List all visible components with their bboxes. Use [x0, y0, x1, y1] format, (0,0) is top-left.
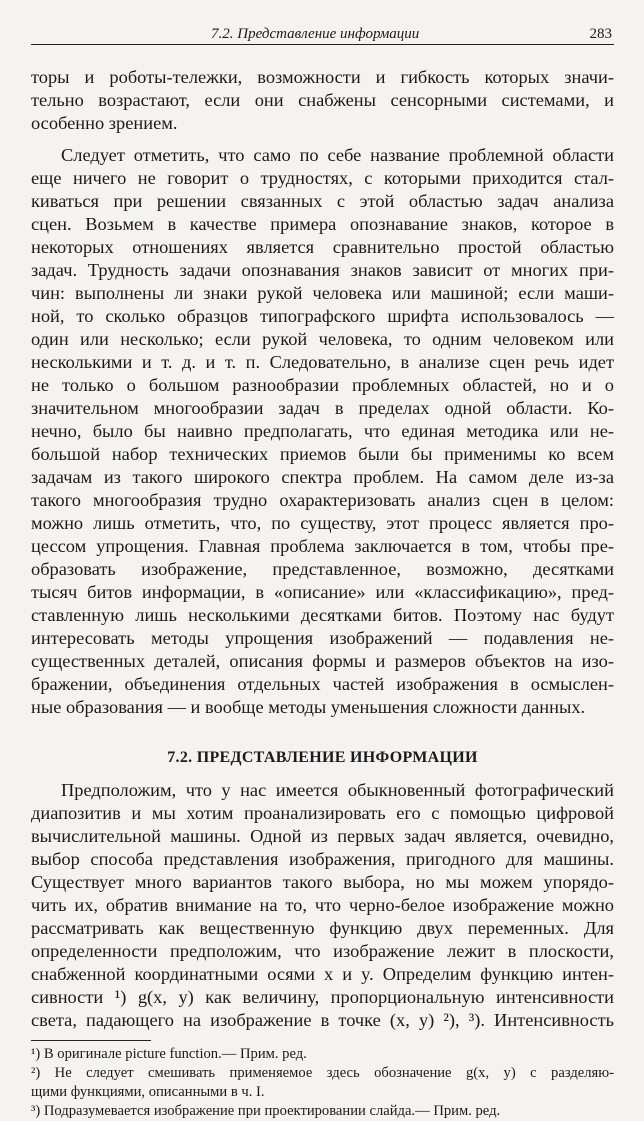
- text-line: тысяч битов информации, в «описание» или «классификацию», пред-: [31, 582, 614, 602]
- text-line: Предположим, что у нас имеется обыкновенный фотографический: [61, 780, 614, 800]
- text-line: тельно возрастают, если они снабжены сенсорными системами, и: [31, 90, 614, 110]
- text-line: рассматривать как вещественную функцию двух переменных. Для: [31, 918, 614, 938]
- text-line: торы и роботы-тележки, возможности и гибкость которых значи-: [31, 67, 614, 87]
- footnote: ³) Подразумевается изображение при проектировании слайда.— Прим. ред.: [31, 1103, 501, 1119]
- text-line: вычислительной машины. Одной из первых задач является, очевидно,: [31, 826, 614, 846]
- text-line: задачам из такого широкого спектра проблем. На самом деле из-за: [31, 467, 614, 487]
- text-line: ные образования — и вообще методы уменьшения сложности данных.: [31, 697, 586, 717]
- text-line: Существует много вариантов такого выбора, но мы можем упорядо-: [31, 872, 614, 892]
- text-line: ставленную лишь несколькими десятками битов. Поэтому нас будут: [31, 605, 614, 625]
- footnote-divider: [31, 1040, 151, 1041]
- text-line: определенности предположим, что изображение лежит в плоскости,: [31, 941, 614, 961]
- paragraph-representation: [31, 779, 614, 1032]
- text-line: значительном многообразии задач в пределах одной области. Ко-: [31, 398, 614, 418]
- text-line: света, падающего на изображение в точке (x, y) ²), ³). Интенсивность: [31, 1010, 614, 1030]
- footnote: щими функциями, описанными в ч. I.: [31, 1084, 265, 1100]
- text-line: один или несколько; если рукой человека, то одним человеком или: [31, 329, 614, 349]
- text-line: снабженной координатными осями x и y. Определим функцию интен-: [31, 964, 614, 984]
- text-line: сивности ¹) g(x, y) как величину, пропорциональную интенсивности: [31, 987, 614, 1007]
- paragraph-scene-analysis: [31, 144, 614, 719]
- running-header: [31, 22, 614, 45]
- text-line: цессом упрощения. Главная проблема заключается в том, чтобы пре-: [31, 536, 614, 556]
- text-line: еще ничего не говорит о трудностях, с которыми приходится стал-: [31, 168, 614, 188]
- page-number: 283: [589, 26, 612, 42]
- text-line: чить их, обратив внимание на то, что черно-белое изображение можно: [31, 895, 614, 915]
- text-line: несколькими и т. д. и т. п. Следовательно, в анализе сцен речь идет: [31, 352, 614, 372]
- text-line: некоторых отношениях является сравнительно простой областью: [31, 237, 614, 257]
- text-line: задач. Трудность задачи опознавания знаков зависит от многих при-: [31, 260, 614, 280]
- text-line: можно лишь отметить, что, по существу, этот процесс является про-: [31, 513, 614, 533]
- text-line: бражении, объединения отдельных частей изображения в осмыслен-: [31, 674, 614, 694]
- text-line: такого многообразия трудно охарактеризовать анализ сцен в целом:: [31, 490, 614, 510]
- text-line: Следует отметить, что само по себе название проблемной области: [61, 145, 614, 165]
- text-line: киваться при решении связанных с этой областью задач анализа: [31, 191, 614, 211]
- text-line: диапозитив и мы хотим проанализировать его с помощью цифровой: [31, 803, 614, 823]
- text-line: образовать изображение, представленное, возможно, десятками: [31, 559, 614, 579]
- text-line: большой набор технических приемов были бы применимы ко всем: [31, 444, 614, 464]
- text-line: не только о большом разнообразии проблемных областей, но и о: [31, 375, 614, 395]
- running-title: 7.2. Представление информации: [211, 26, 420, 42]
- text-line: существенных деталей, описания формы и размеров объектов на изо-: [31, 651, 614, 671]
- footnote: ²) Не следует смешивать применяемое здесь обозначение g(x, y) с разделяю-: [31, 1065, 614, 1081]
- text-line: особенно зрением.: [31, 113, 178, 133]
- page-body: [31, 66, 614, 1121]
- section-heading: 7.2. ПРЕДСТАВЛЕНИЕ ИНФОРМАЦИИ: [167, 749, 478, 766]
- footnotes: [31, 1045, 614, 1121]
- text-line: нечно, было бы наивно предполагать, что единая методика или не-: [31, 421, 614, 441]
- text-line: интересовать методы упрощения изображений — подавления не-: [31, 628, 614, 648]
- text-line: чин: выполнены ли знаки рукой человека или машиной; если маши-: [31, 283, 614, 303]
- text-line: ной, то сколько образцов типографского шрифта использовалось —: [31, 306, 614, 326]
- paragraph-continuation: [31, 66, 614, 135]
- text-line: сцен. Возьмем в качестве примера опознавание знаков, которое в: [31, 214, 614, 234]
- text-line: выбор способа представления изображения, пригодного для машины.: [31, 849, 614, 869]
- footnote: ¹) В оригинале picture function.— Прим. ред.: [31, 1046, 307, 1062]
